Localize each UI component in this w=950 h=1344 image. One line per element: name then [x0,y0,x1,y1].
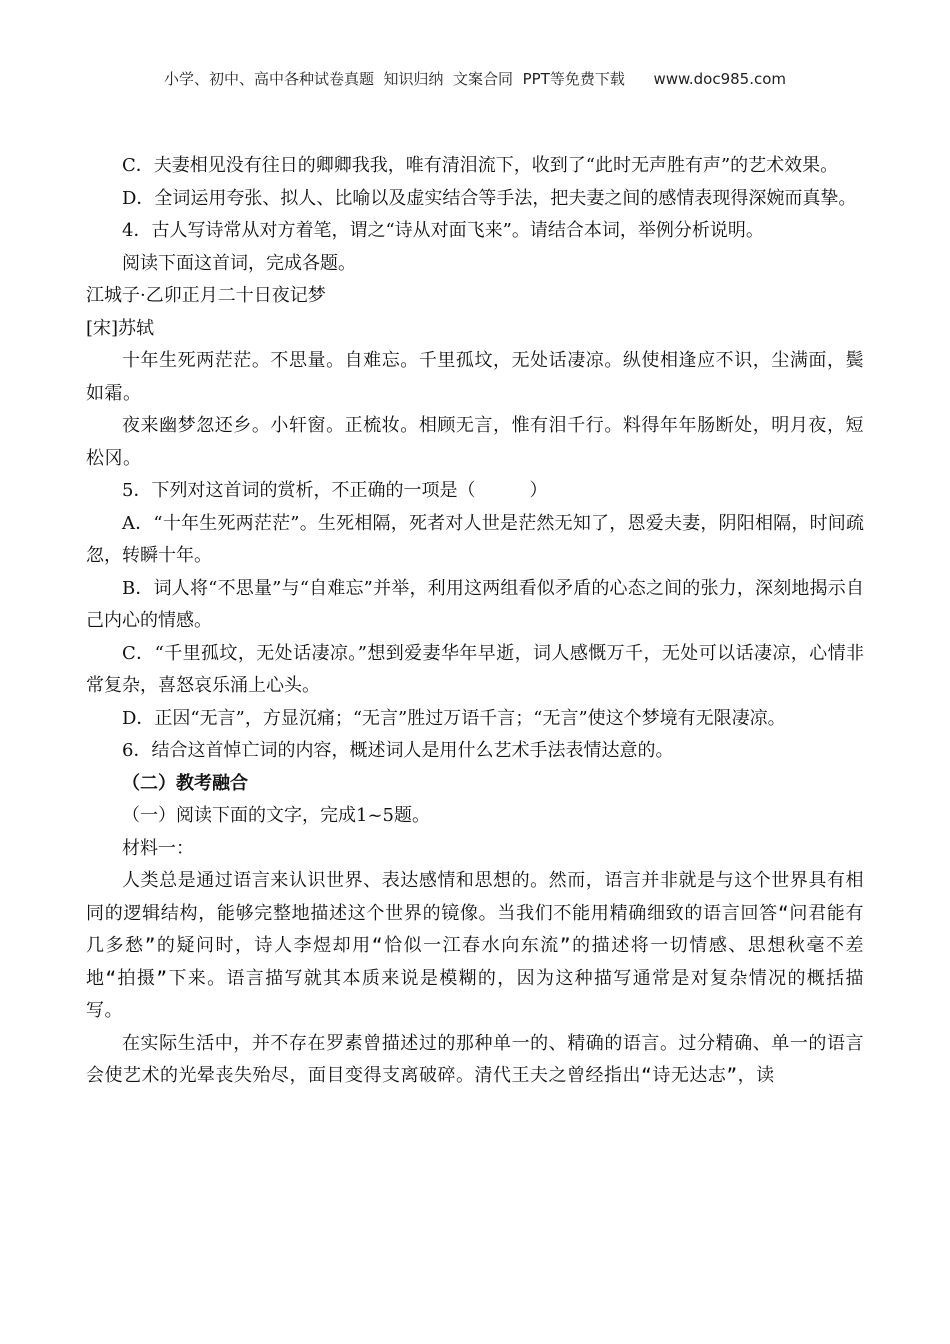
document-body [86,150,864,1093]
question-6: 6．结合这首悼亡词的内容，概述词人是用什么艺术手法表情达意的。 [122,740,674,761]
option-d-previous: D．全词运用夸张、拟人、比喻以及虚实结合等手法，把夫妻之间的感情表现得深婉而真挚。 [122,187,857,209]
poem-title: 江城子·乙卯正月二十日夜记梦 [86,285,326,306]
material-1-paragraph-1: 人类总是通过语言来认识世界、表达感情和思想的。然而，语言并非就是与这个世界具有相同的逻辑结构，能够完整地描述这个世界的镜像。当我们不能用精确细致的语言回答“问君能有几多愁”的疑问时，诗人李煜却用“恰似一江春水向东流”的描述将一切情感、思想秋毫不差地“拍摄”下来。语言描写就其本质来说是模糊的，因为这种描写通常是对复杂情况的概括描写。 [86,870,864,1021]
question-5-option-c: C．“千里孤坟，无处话凄凉。”想到爱妻华年早逝，词人感慨万千，无处可以话凄凉，心情非常复杂，喜怒哀乐涌上心头。 [86,642,864,696]
poem-stanza-1: 十年生死两茫茫。不思量。自难忘。千里孤坟，无处话凄凉。纵使相逢应不识，尘满面，鬓如霜。 [86,350,864,404]
question-4: 4．古人写诗常从对方着笔，谓之“诗从对面飞来”。请结合本词，举例分析说明。 [122,220,764,241]
material-1-paragraph-2: 在实际生活中，并不存在罗素曾描述过的那种单一的、精确的语言。过分精确、单一的语言会使艺术的光晕丧失殆尽，面目变得支离破碎。清代王夫之曾经指出“诗无达志”，读 [86,1032,864,1086]
reading-instruction: 阅读下面这首词，完成各题。 [122,252,356,274]
question-5-option-a: A．“十年生死两茫茫”。生死相隔，死者对人世是茫然无知了，恩爱夫妻，阴阳相隔，时间疏忽，转瞬十年。 [86,512,864,566]
question-5: 5．下列对这首词的赏析，不正确的一项是（ ） [122,480,548,501]
section-heading: （二）教考融合 [122,772,248,794]
question-5-option-d: D．正因“无言”，方显沉痛；“无言”胜过万语千言；“无言”使这个梦境有无限凄凉。 [122,707,786,729]
sub-instruction: （一）阅读下面的文字，完成1~5题。 [122,805,430,826]
poem-author: [宋]苏轼 [86,317,155,339]
page-header: 小学、初中、高中各种试卷真题 知识归纳 文案合同 PPT等免费下载 www.doc985.com [163,70,787,88]
material-1-label: 材料一： [122,837,194,859]
poem-stanza-2: 夜来幽梦忽还乡。小轩窗。正梳妆。相顾无言，惟有泪千行。料得年年肠断处，明月夜，短松冈。 [86,415,864,469]
question-5-option-b: B．词人将“不思量”与“自难忘”并举，利用这两组看似矛盾的心态之间的张力，深刻地揭示自己内心的情感。 [86,577,864,631]
option-c-previous: C．夫妻相见没有往日的卿卿我我，唯有清泪流下，收到了“此时无声胜有声”的艺术效果。 [122,155,839,176]
